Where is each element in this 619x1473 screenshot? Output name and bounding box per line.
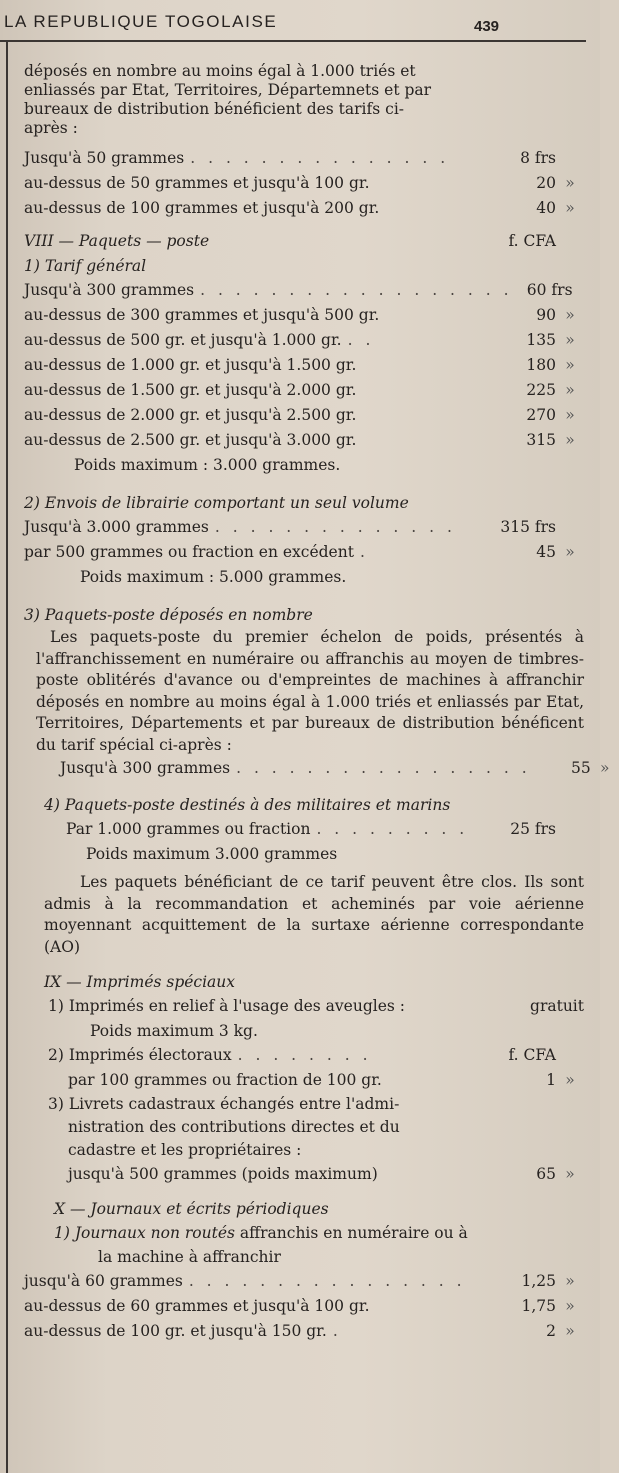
ditto-mark: »: [565, 1071, 575, 1089]
tariff-label: 1) Imprimés en relief à l'usage des aveugles :: [48, 997, 405, 1015]
spacer: [556, 229, 584, 254]
tariff-row: [24, 1294, 584, 1319]
text-line: bureaux de distribution bénéficient des tarifs ci-: [24, 100, 405, 118]
page-header: [4, 12, 590, 40]
tariff-value: 225: [526, 381, 556, 399]
tariff-label: Jusqu'à 300 grammes: [60, 759, 231, 777]
tariff-row: [24, 378, 584, 403]
spacer: [556, 1043, 584, 1068]
leader-dots: . . . . . . . . . . . . . . .: [190, 149, 450, 167]
tariff-label: jusqu'à 500 grammes (poids maximum): [68, 1165, 378, 1183]
section-title: X — Journaux et écrits périodiques: [54, 1200, 329, 1218]
leader-dots: . . . . . . . . . . . . . .: [214, 518, 456, 536]
leader-dots: . . . . . . . .: [237, 1046, 372, 1064]
ditto-mark: »: [565, 1297, 575, 1315]
tariff-label: au-dessus de 1.000 gr. et jusqu'à 1.500 gr.: [24, 356, 357, 374]
tariff-value: 40: [536, 199, 556, 217]
tariff-value: 55: [570, 759, 591, 777]
ditto-mark: [573, 278, 601, 303]
ditto-mark: »: [565, 199, 575, 217]
ditto-mark: »: [565, 331, 575, 349]
tariff-label: par 100 grammes ou fraction de 100 gr.: [68, 1071, 382, 1089]
tariff-value: 1: [546, 1071, 556, 1089]
text-line: cadastre et les propriétaires :: [68, 1141, 302, 1159]
tariff-label: au-dessus de 100 gr. et jusqu'à 150 gr.: [24, 1322, 327, 1340]
text-line: [24, 1221, 584, 1245]
subsection-title: 3) Paquets-poste déposés en nombre: [24, 606, 313, 624]
text-line: enliassés par Etat, Territoires, Départemnets et par: [24, 81, 432, 99]
tariff-value: 315 frs: [500, 518, 556, 536]
tariff-value: 8 frs: [520, 149, 556, 167]
ditto-mark: »: [565, 431, 575, 449]
tariff-value: 90: [536, 306, 556, 324]
page-number: 439: [474, 18, 500, 35]
tariff-row: [24, 353, 584, 378]
tariff-row: [24, 540, 584, 565]
text-line: 3) Livrets cadastraux échangés entre l'admi-: [48, 1095, 400, 1113]
left-margin-rule: [6, 42, 8, 1473]
text-line: nistration des contributions directes et du: [68, 1118, 400, 1136]
tariff-label: au-dessus de 60 grammes et jusqu'à 100 gr.: [24, 1297, 370, 1315]
tariff-label: au-dessus de 50 grammes et jusqu'à 100 gr.: [24, 174, 370, 192]
tariff-row: [24, 1162, 584, 1187]
tariff-value: 1,25: [521, 1272, 556, 1290]
tariff-value: 45: [536, 543, 556, 561]
max-weight-note: Poids maximum 3.000 grammes: [86, 845, 338, 863]
page-content: [24, 62, 610, 1344]
ditto-mark: »: [565, 1322, 575, 1340]
spacer: [556, 817, 584, 842]
leader-dots: .: [332, 1322, 342, 1340]
text-italic: 1) Journaux non routés: [54, 1224, 235, 1242]
tariff-label: au-dessus de 300 grammes et jusqu'à 500 gr.: [24, 306, 380, 324]
ditto-mark: »: [565, 1272, 575, 1290]
leader-dots: .: [359, 543, 369, 561]
tariff-label: au-dessus de 2.500 gr. et jusqu'à 3.000 gr.: [24, 431, 357, 449]
tariff-row: [24, 1269, 584, 1294]
tariff-value: 135: [526, 331, 556, 349]
text-line: déposés en nombre au moins égal à 1.000 triés et: [24, 62, 416, 80]
spacer: [378, 1162, 496, 1187]
tariff-value: 25 frs: [510, 820, 556, 838]
tariff-label: au-dessus de 500 gr. et jusqu'à 1.000 gr.: [24, 331, 342, 349]
paragraph: Les paquets-poste du premier échelon de poids, présentés à l'affranchissement en numéraire ou affranchis au moyen de timbres-poste oblitérés d'avance ou d'empreintes de machines à affranchir déposés en nombre au moins égal à 1.000 triés et enliassés par Etat, Territoires, Départements et par bureaux de distribution bénéficent du tarif spécial ci-après :: [36, 628, 584, 754]
spacer: [382, 1068, 496, 1093]
ditto-mark: »: [565, 306, 575, 324]
tariff-row: [24, 1319, 584, 1344]
leader-dots: [379, 303, 496, 328]
tariff-label: par 500 grammes ou fraction en excédent: [24, 543, 354, 561]
ditto-mark: »: [565, 1165, 575, 1183]
currency-label: f. CFA: [508, 1046, 556, 1064]
tariff-value: gratuit: [530, 997, 584, 1015]
running-title: LA REPUBLIQUE TOGOLAISE: [4, 12, 278, 31]
leader-dots: . . . . . . . . . . . . . . . . . .: [200, 281, 513, 299]
max-weight-note: Poids maximum : 3.000 grammes.: [74, 456, 341, 474]
tariff-value: 2: [546, 1322, 556, 1340]
leader-dots: . . . . . . . . . . . . . . . . .: [236, 759, 531, 777]
ditto-mark: »: [599, 759, 610, 777]
tariff-value: 1,75: [521, 1297, 556, 1315]
tariff-label: au-dessus de 2.000 gr. et jusqu'à 2.500 gr.: [24, 406, 357, 424]
subsection-title: 4) Paquets-poste destinés à des militaires et marins: [44, 796, 451, 814]
tariff-label: Jusqu'à 3.000 grammes: [24, 518, 209, 536]
text-line: après :: [24, 119, 78, 137]
ditto-mark: »: [565, 356, 575, 374]
currency-label: f. CFA: [508, 232, 556, 250]
subsection-title: 2) Envois de librairie comportant un seul volume: [24, 494, 409, 512]
spacer: [405, 994, 524, 1019]
tariff-label: Par 1.000 grammes ou fraction: [66, 820, 311, 838]
tariff-row: [24, 1068, 584, 1093]
ditto-mark: [556, 146, 584, 171]
ditto-mark: »: [565, 406, 575, 424]
section-heading-viii: [24, 229, 584, 254]
leader-dots: [356, 378, 496, 403]
tariff-value: 65: [536, 1165, 556, 1183]
paragraph: Les paquets bénéficiant de ce tarif peuvent être clos. Ils sont admis à la recommandation et acheminés par voie aérienne moyennant acquittement de la surtaxe aérienne correspondante (AO): [44, 873, 584, 956]
spacer: [209, 229, 496, 254]
tariff-row: [24, 328, 584, 353]
tariff-row: [24, 817, 584, 842]
tariff-label: Jusqu'à 50 grammes: [24, 149, 185, 167]
leader-dots: . . . . . . . . . . . . . . . .: [188, 1272, 466, 1290]
tariff-row: [24, 146, 584, 171]
tariff-row: [24, 303, 584, 328]
tariff-row: [24, 756, 610, 781]
ditto-mark: »: [565, 381, 575, 399]
max-weight-note: Poids maximum 3 kg.: [90, 1022, 258, 1040]
tariff-row: [24, 278, 584, 303]
section-title: VIII — Paquets — poste: [24, 232, 210, 250]
ditto-mark: »: [565, 543, 575, 561]
tariff-row: [24, 196, 584, 221]
leader-dots: [356, 428, 496, 453]
tariff-row: [24, 428, 584, 453]
leader-dots: [370, 1294, 497, 1319]
tariff-label: au-dessus de 1.500 gr. et jusqu'à 2.000 gr.: [24, 381, 357, 399]
leader-dots: . . . . . . . . .: [316, 820, 469, 838]
tariff-value: 180: [526, 356, 556, 374]
section-title: IX — Imprimés spéciaux: [44, 973, 236, 991]
header-rule: [0, 40, 586, 42]
tariff-value: 20: [536, 174, 556, 192]
intro-text: [24, 62, 584, 138]
tariff-label: jusqu'à 60 grammes: [24, 1272, 183, 1290]
subsection-title: 1) Tarif général: [24, 257, 147, 275]
text-line: la machine à affranchir: [98, 1248, 281, 1266]
tariff-value: 270: [526, 406, 556, 424]
leader-dots: [356, 353, 496, 378]
tariff-label: 2) Imprimés électoraux: [48, 1046, 232, 1064]
tariff-row: [24, 994, 584, 1019]
tariff-value: 60 frs: [526, 281, 573, 299]
max-weight-note: Poids maximum : 5.000 grammes.: [80, 568, 347, 586]
ditto-mark: »: [565, 174, 575, 192]
tariff-label: au-dessus de 100 grammes et jusqu'à 200 gr.: [24, 199, 380, 217]
ditto-mark: [556, 515, 584, 540]
tariff-label: Jusqu'à 300 grammes: [24, 281, 195, 299]
tariff-row: [24, 403, 584, 428]
leader-dots: . .: [347, 331, 375, 349]
tariff-row: [24, 515, 584, 540]
leader-dots: [370, 171, 497, 196]
leader-dots: [379, 196, 496, 221]
tariff-row: [24, 171, 584, 196]
text-normal: affranchis en numéraire ou à: [234, 1224, 468, 1242]
tariff-value: 315: [526, 431, 556, 449]
leader-dots: [356, 403, 496, 428]
tariff-row: [24, 1043, 584, 1068]
